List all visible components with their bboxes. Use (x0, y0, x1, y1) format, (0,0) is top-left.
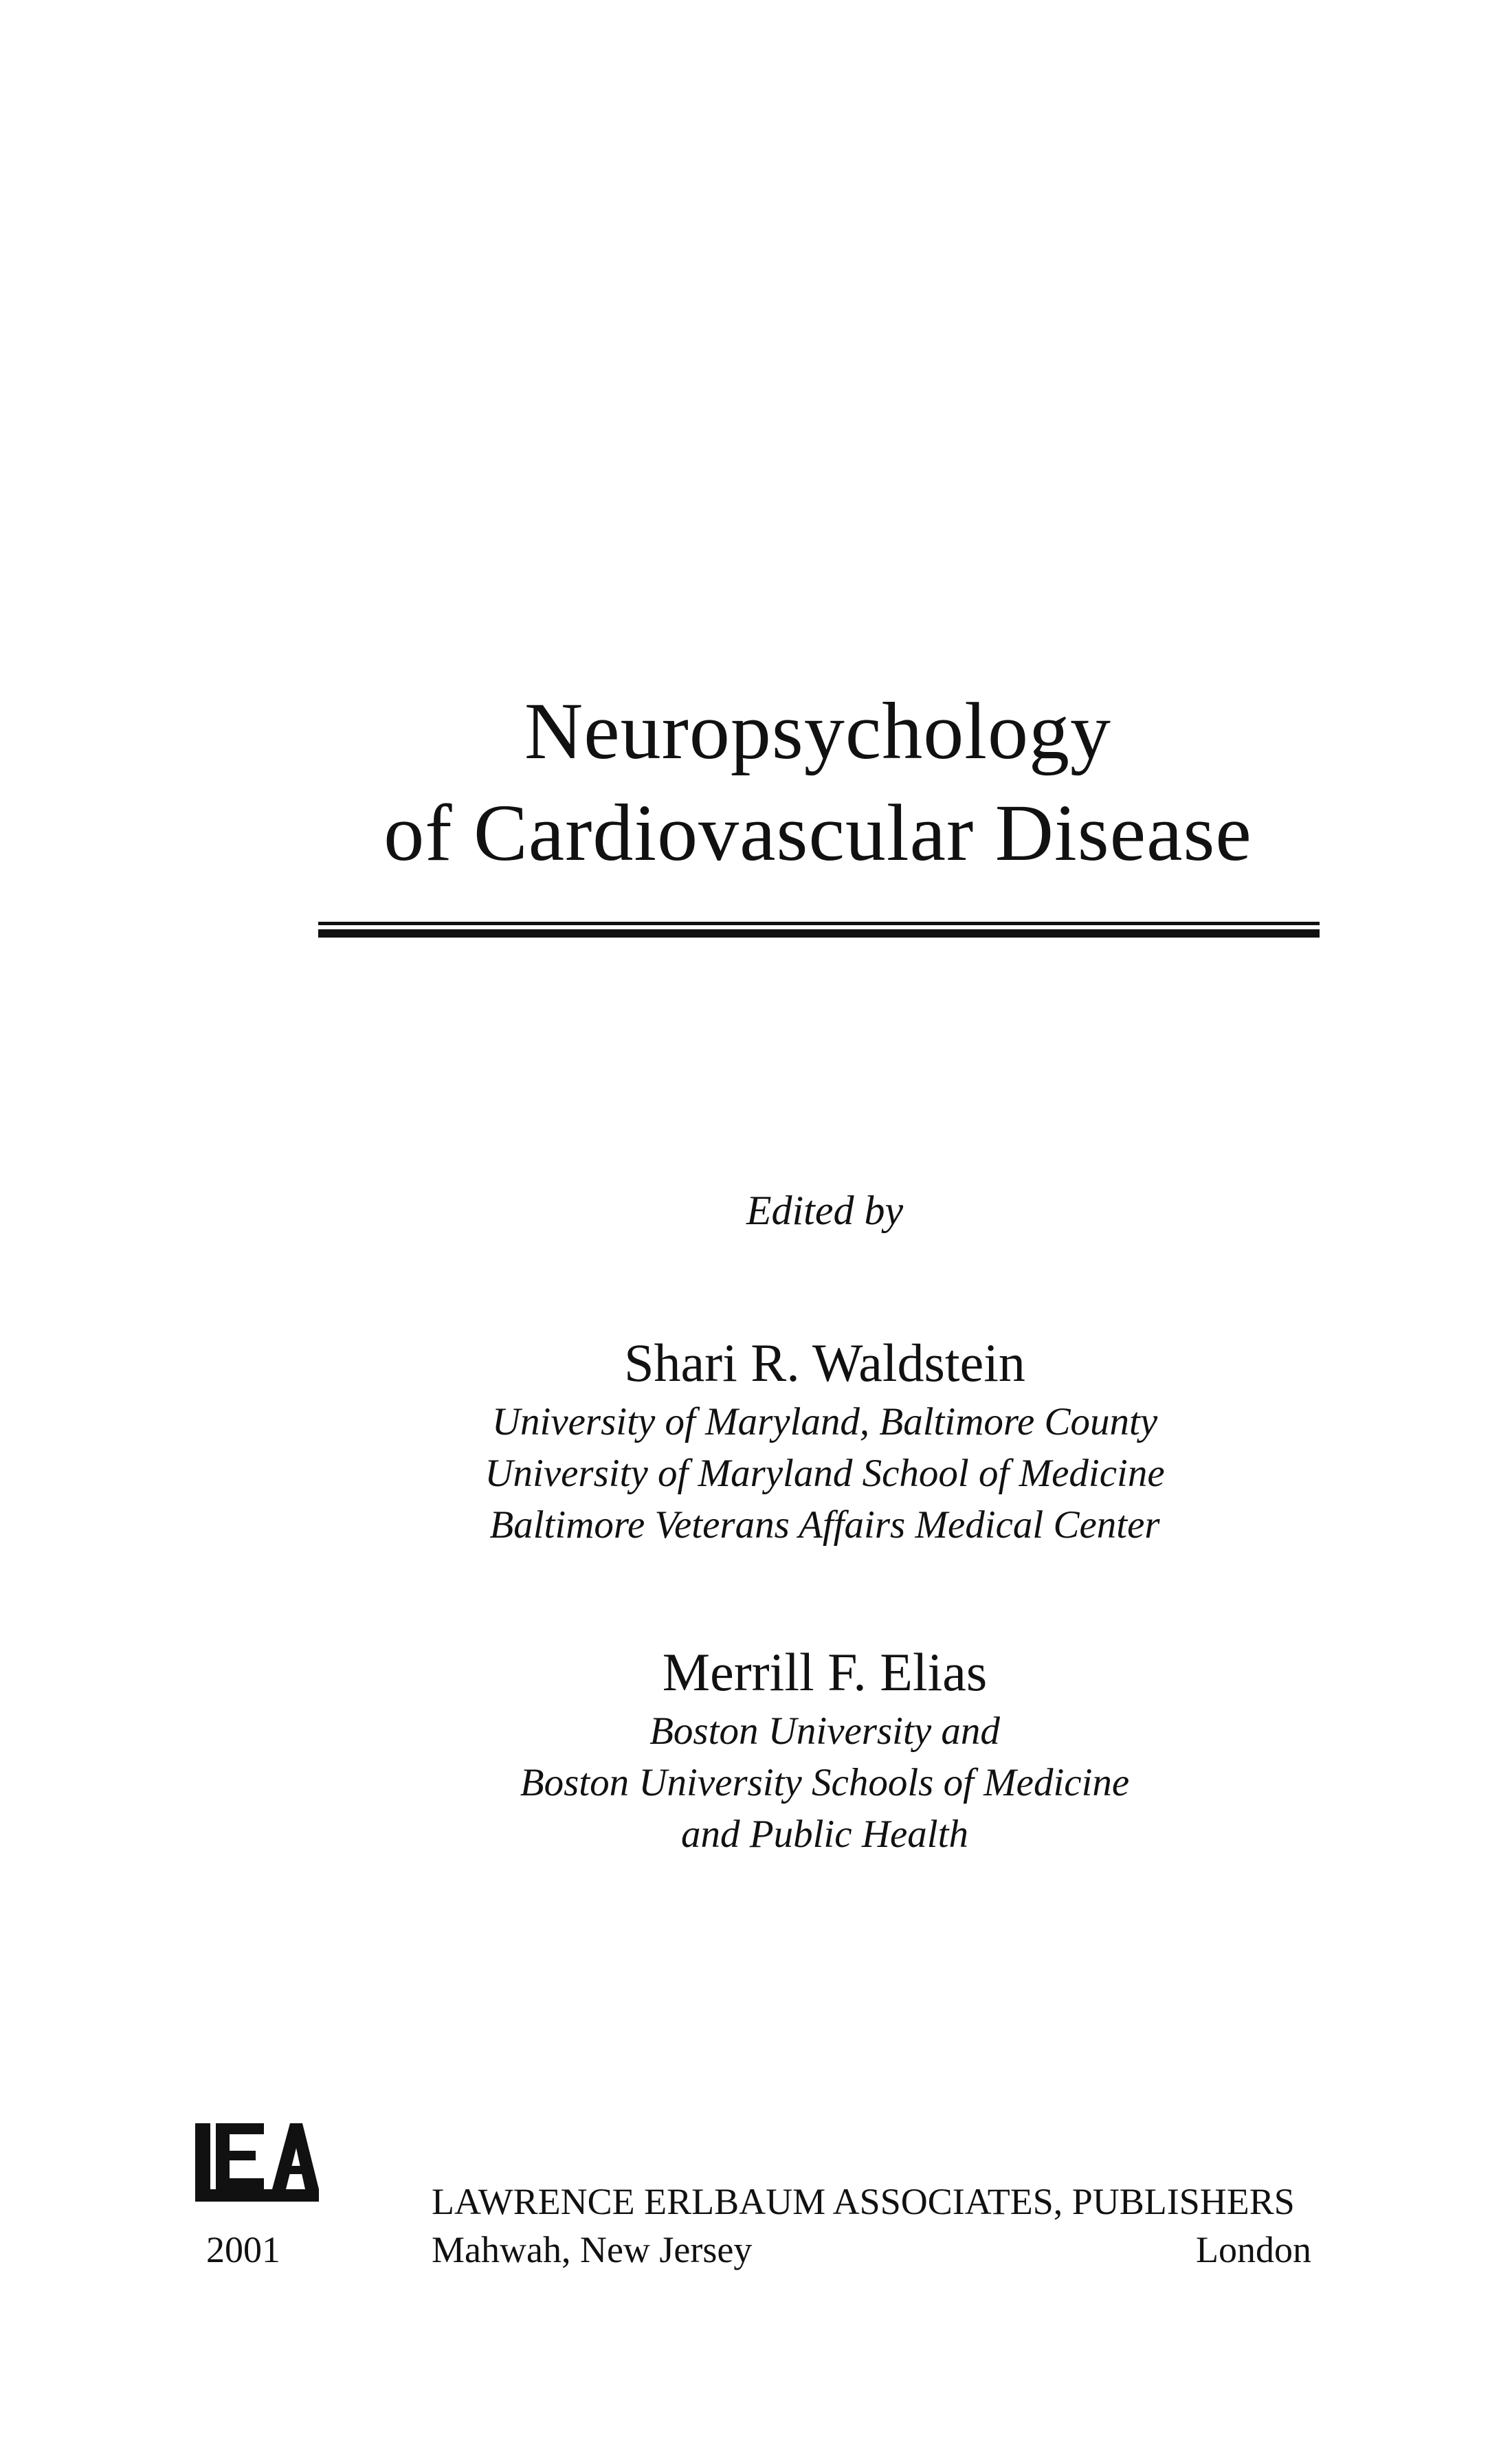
publisher-name: LAWRENCE ERLBAUM ASSOCIATES, PUBLISHERS (432, 2181, 1295, 2222)
title-line-2: of Cardiovascular Disease (383, 788, 1252, 878)
editor-name: Merrill F. Elias (662, 1642, 988, 1702)
publisher-locations (432, 2227, 1311, 2272)
title-line-1: Neuropsychology (524, 686, 1111, 776)
edited-by-label: Edited by (746, 1188, 904, 1233)
editor-name: Shari R. Waldstein (624, 1333, 1025, 1393)
location-left: Mahwah, New Jersey (432, 2229, 753, 2270)
editor-affiliation: Baltimore Veterans Affairs Medical Center (489, 1503, 1160, 1547)
editor-affiliation: University of Maryland School of Medicine (485, 1452, 1165, 1495)
editor-affiliation: and Public Health (681, 1813, 968, 1856)
editor-affiliation: University of Maryland, Baltimore County (491, 1400, 1158, 1443)
editor-block-1 (371, 1330, 1278, 1551)
title-rule-thick (318, 929, 1320, 938)
title-rule-thin (318, 922, 1320, 925)
publisher-logo-icon (195, 2121, 319, 2208)
editor-block-2 (371, 1639, 1278, 1860)
publication-year: 2001 (206, 2229, 280, 2270)
editor-affiliation: Boston University Schools of Medicine (520, 1761, 1130, 1804)
editor-affiliation: Boston University and (649, 1709, 1000, 1753)
book-title (302, 680, 1333, 884)
location-right: London (1196, 2229, 1311, 2270)
